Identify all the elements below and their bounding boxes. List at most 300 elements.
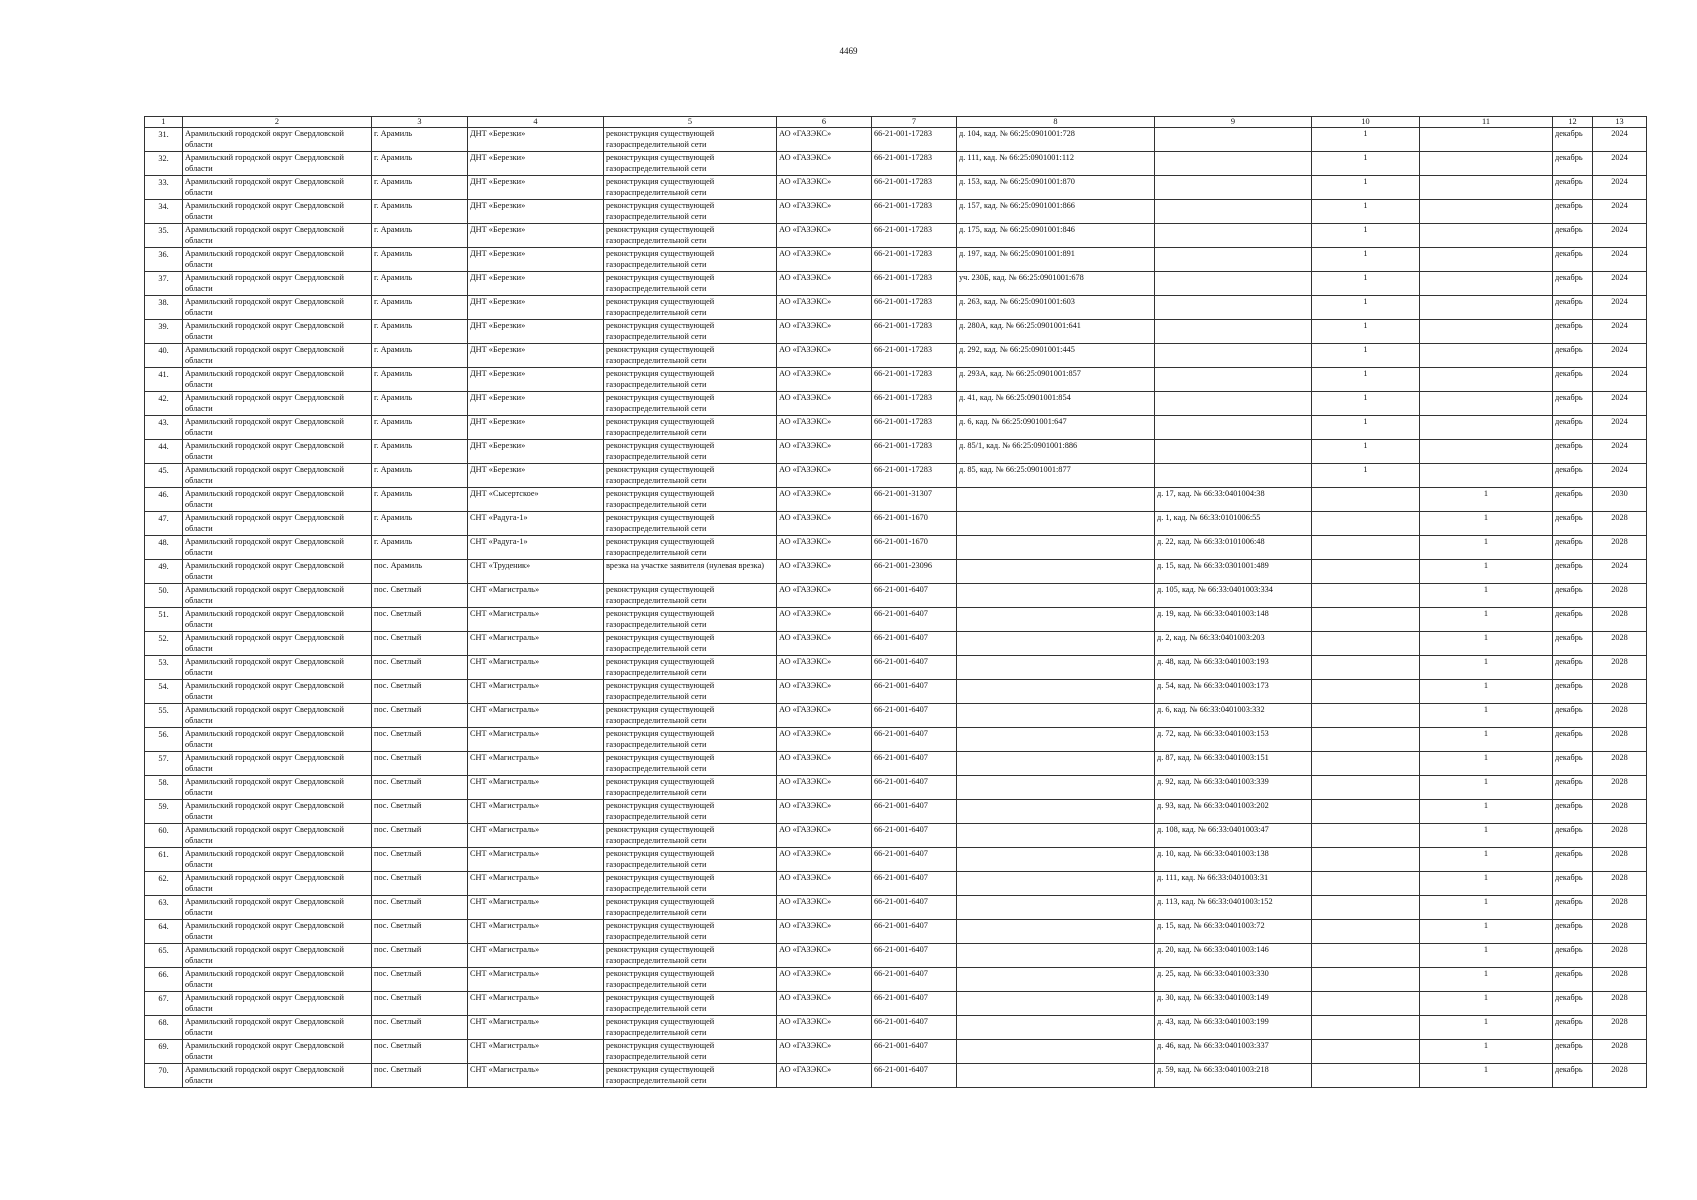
table-cell: 2024 bbox=[1593, 392, 1647, 416]
table-cell: 2024 bbox=[1593, 440, 1647, 464]
table-cell: реконструкция существующей газораспределительной сети bbox=[604, 656, 777, 680]
table-cell: Арамильский городской округ Свердловской области bbox=[183, 320, 372, 344]
table-cell: СНТ «Магистраль» bbox=[468, 584, 604, 608]
table-cell: реконструкция существующей газораспределительной сети bbox=[604, 1064, 777, 1088]
table-cell: 2028 bbox=[1593, 512, 1647, 536]
table-cell: Арамильский городской округ Свердловской области bbox=[183, 920, 372, 944]
table-cell: пос. Светлый bbox=[372, 872, 468, 896]
table-cell: 66-21-001-17283 bbox=[872, 200, 957, 224]
table-cell: 1 bbox=[1420, 800, 1553, 824]
table-row bbox=[145, 920, 1647, 944]
column-header: 5 bbox=[604, 117, 777, 128]
table-cell: Арамильский городской округ Свердловской области bbox=[183, 560, 372, 584]
table-cell bbox=[1420, 248, 1553, 272]
table-cell: декабрь bbox=[1553, 1064, 1593, 1088]
table-cell: 1 bbox=[1420, 968, 1553, 992]
table-cell: пос. Светлый bbox=[372, 1040, 468, 1064]
table-cell bbox=[1155, 128, 1312, 152]
table-cell: 1 bbox=[1420, 608, 1553, 632]
table-cell: Арамильский городской округ Свердловской области bbox=[183, 368, 372, 392]
table-cell: 46. bbox=[145, 488, 183, 512]
table-cell: 2028 bbox=[1593, 584, 1647, 608]
table-cell: д. 41, кад. № 66:25:0901001:854 bbox=[957, 392, 1155, 416]
table-cell: АО «ГАЗЭКС» bbox=[777, 752, 872, 776]
table-cell: 2024 bbox=[1593, 152, 1647, 176]
table-cell: АО «ГАЗЭКС» bbox=[777, 968, 872, 992]
table-row bbox=[145, 872, 1647, 896]
table-cell: д. 280А, кад. № 66:25:0901001:641 bbox=[957, 320, 1155, 344]
table-cell: АО «ГАЗЭКС» bbox=[777, 248, 872, 272]
table-cell bbox=[1155, 344, 1312, 368]
table-cell: пос. Светлый bbox=[372, 1016, 468, 1040]
table-row bbox=[145, 584, 1647, 608]
table-cell: 2028 bbox=[1593, 728, 1647, 752]
table-cell: реконструкция существующей газораспределительной сети bbox=[604, 752, 777, 776]
table-cell: 1 bbox=[1420, 512, 1553, 536]
table-cell: 2028 bbox=[1593, 752, 1647, 776]
table-cell: реконструкция существующей газораспределительной сети bbox=[604, 944, 777, 968]
table-row bbox=[145, 944, 1647, 968]
table-cell: д. 17, кад. № 66:33:0401004:38 bbox=[1155, 488, 1312, 512]
table-cell: пос. Светлый bbox=[372, 680, 468, 704]
table-cell: 1 bbox=[1312, 320, 1420, 344]
table-cell: реконструкция существующей газораспределительной сети bbox=[604, 584, 777, 608]
table-row bbox=[145, 464, 1647, 488]
table-row bbox=[145, 416, 1647, 440]
table-cell bbox=[957, 776, 1155, 800]
table-cell: Арамильский городской округ Свердловской области bbox=[183, 128, 372, 152]
table-cell: СНТ «Магистраль» bbox=[468, 920, 604, 944]
table-cell: 1 bbox=[1312, 152, 1420, 176]
table-cell: д. 54, кад. № 66:33:0401003:173 bbox=[1155, 680, 1312, 704]
table-cell bbox=[1155, 296, 1312, 320]
table-cell: 2024 bbox=[1593, 416, 1647, 440]
table-row bbox=[145, 560, 1647, 584]
table-cell: реконструкция существующей газораспределительной сети bbox=[604, 464, 777, 488]
table-cell bbox=[1155, 416, 1312, 440]
table-cell: 38. bbox=[145, 296, 183, 320]
table-row bbox=[145, 824, 1647, 848]
table-cell: АО «ГАЗЭКС» bbox=[777, 848, 872, 872]
table-cell: декабрь bbox=[1553, 488, 1593, 512]
table-cell bbox=[957, 560, 1155, 584]
table-cell bbox=[957, 704, 1155, 728]
table-cell: пос. Светлый bbox=[372, 824, 468, 848]
table-cell: 2028 bbox=[1593, 1040, 1647, 1064]
table-cell: ДНТ «Березки» bbox=[468, 128, 604, 152]
table-cell bbox=[1155, 440, 1312, 464]
column-header: 1 bbox=[145, 117, 183, 128]
table-cell: г. Арамиль bbox=[372, 512, 468, 536]
table-cell: реконструкция существующей газораспределительной сети bbox=[604, 872, 777, 896]
table-cell: 65. bbox=[145, 944, 183, 968]
table-cell: 66-21-001-17283 bbox=[872, 272, 957, 296]
table-cell bbox=[1420, 176, 1553, 200]
page-number: 4469 bbox=[839, 46, 858, 56]
table-row bbox=[145, 368, 1647, 392]
column-header: 13 bbox=[1593, 117, 1647, 128]
table-cell bbox=[1155, 200, 1312, 224]
table-cell bbox=[1155, 248, 1312, 272]
table-cell: 41. bbox=[145, 368, 183, 392]
table-cell: АО «ГАЗЭКС» bbox=[777, 1016, 872, 1040]
table-cell: 31. bbox=[145, 128, 183, 152]
table-cell: декабрь bbox=[1553, 200, 1593, 224]
table-cell: реконструкция существующей газораспределительной сети bbox=[604, 776, 777, 800]
table-cell: 66-21-001-6407 bbox=[872, 1016, 957, 1040]
table-row bbox=[145, 608, 1647, 632]
table-cell: Арамильский городской округ Свердловской области bbox=[183, 248, 372, 272]
table-cell: декабрь bbox=[1553, 584, 1593, 608]
table-cell: АО «ГАЗЭКС» bbox=[777, 872, 872, 896]
column-header: 9 bbox=[1155, 117, 1312, 128]
table-cell: СНТ «Магистраль» bbox=[468, 824, 604, 848]
table-cell: д. 59, кад. № 66:33:0401003:218 bbox=[1155, 1064, 1312, 1088]
table-cell: 67. bbox=[145, 992, 183, 1016]
table-cell: д. 15, кад. № 66:33:0401003:72 bbox=[1155, 920, 1312, 944]
table-row bbox=[145, 176, 1647, 200]
table-cell: декабрь bbox=[1553, 344, 1593, 368]
table-row bbox=[145, 224, 1647, 248]
table-cell: АО «ГАЗЭКС» bbox=[777, 608, 872, 632]
table-cell: 2028 bbox=[1593, 944, 1647, 968]
table-cell bbox=[1420, 272, 1553, 296]
table-cell: 66-21-001-17283 bbox=[872, 392, 957, 416]
table-cell: 61. bbox=[145, 848, 183, 872]
table-cell: г. Арамиль bbox=[372, 152, 468, 176]
table-cell: г. Арамиль bbox=[372, 320, 468, 344]
table-cell: 1 bbox=[1312, 464, 1420, 488]
column-header: 8 bbox=[957, 117, 1155, 128]
table-cell: пос. Светлый bbox=[372, 992, 468, 1016]
table-cell: АО «ГАЗЭКС» bbox=[777, 128, 872, 152]
table-cell: 66-21-001-17283 bbox=[872, 296, 957, 320]
table-cell bbox=[1420, 440, 1553, 464]
table-cell: Арамильский городской округ Свердловской области bbox=[183, 1016, 372, 1040]
table-row bbox=[145, 200, 1647, 224]
table-cell: 1 bbox=[1420, 752, 1553, 776]
table-cell: декабрь bbox=[1553, 368, 1593, 392]
table-cell bbox=[1420, 416, 1553, 440]
table-cell: декабрь bbox=[1553, 944, 1593, 968]
table-cell: реконструкция существующей газораспределительной сети bbox=[604, 440, 777, 464]
column-header: 7 bbox=[872, 117, 957, 128]
table-cell: ДНТ «Березки» bbox=[468, 440, 604, 464]
table-cell bbox=[957, 1016, 1155, 1040]
table-cell: 66-21-001-17283 bbox=[872, 368, 957, 392]
table-cell: декабрь bbox=[1553, 512, 1593, 536]
table-cell: 2024 bbox=[1593, 128, 1647, 152]
table-cell: 2028 bbox=[1593, 800, 1647, 824]
table-cell: АО «ГАЗЭКС» bbox=[777, 656, 872, 680]
table-cell bbox=[1312, 632, 1420, 656]
table-cell: 2028 bbox=[1593, 608, 1647, 632]
table-cell: АО «ГАЗЭКС» bbox=[777, 560, 872, 584]
table-cell: 66-21-001-6407 bbox=[872, 1064, 957, 1088]
table-cell: д. 22, кад. № 66:33:0101006:48 bbox=[1155, 536, 1312, 560]
table-cell bbox=[1312, 728, 1420, 752]
table-cell: д. 111, кад. № 66:25:0901001:112 bbox=[957, 152, 1155, 176]
table-cell: реконструкция существующей газораспределительной сети bbox=[604, 848, 777, 872]
table-cell: пос. Светлый bbox=[372, 848, 468, 872]
table-cell: 2024 bbox=[1593, 464, 1647, 488]
table-cell: реконструкция существующей газораспределительной сети bbox=[604, 680, 777, 704]
table-cell: 1 bbox=[1312, 392, 1420, 416]
table-row bbox=[145, 896, 1647, 920]
table-row bbox=[145, 272, 1647, 296]
table-row bbox=[145, 1040, 1647, 1064]
table-cell: 1 bbox=[1420, 728, 1553, 752]
table-cell: АО «ГАЗЭКС» bbox=[777, 1040, 872, 1064]
table-cell bbox=[957, 752, 1155, 776]
table-cell: 2028 bbox=[1593, 656, 1647, 680]
table-cell: пос. Светлый bbox=[372, 728, 468, 752]
table-cell: Арамильский городской округ Свердловской области bbox=[183, 344, 372, 368]
table-cell: АО «ГАЗЭКС» bbox=[777, 368, 872, 392]
table-cell: АО «ГАЗЭКС» bbox=[777, 200, 872, 224]
table-cell: реконструкция существующей газораспределительной сети bbox=[604, 992, 777, 1016]
table-cell: реконструкция существующей газораспределительной сети bbox=[604, 416, 777, 440]
table-cell: АО «ГАЗЭКС» bbox=[777, 392, 872, 416]
table-cell: СНТ «Магистраль» bbox=[468, 872, 604, 896]
table-cell: 66-21-001-17283 bbox=[872, 440, 957, 464]
table-cell: д. 263, кад. № 66:25:0901001:603 bbox=[957, 296, 1155, 320]
table-cell: 32. bbox=[145, 152, 183, 176]
table-cell: д. 157, кад. № 66:25:0901001:866 bbox=[957, 200, 1155, 224]
table-cell: 1 bbox=[1420, 632, 1553, 656]
table-cell bbox=[1312, 992, 1420, 1016]
table-cell: 33. bbox=[145, 176, 183, 200]
table-cell: пос. Светлый bbox=[372, 704, 468, 728]
table-cell: декабрь bbox=[1553, 800, 1593, 824]
table-cell: Арамильский городской округ Свердловской области bbox=[183, 656, 372, 680]
table-cell: реконструкция существующей газораспределительной сети bbox=[604, 320, 777, 344]
table-cell: СНТ «Магистраль» bbox=[468, 728, 604, 752]
table-cell: СНТ «Магистраль» bbox=[468, 752, 604, 776]
table-cell bbox=[1155, 320, 1312, 344]
table-cell: реконструкция существующей газораспределительной сети bbox=[604, 128, 777, 152]
table-cell: ДНТ «Березки» bbox=[468, 368, 604, 392]
table-cell: д. 197, кад. № 66:25:0901001:891 bbox=[957, 248, 1155, 272]
table-cell: 70. bbox=[145, 1064, 183, 1088]
table-cell: Арамильский городской округ Свердловской области bbox=[183, 800, 372, 824]
table-cell bbox=[1420, 128, 1553, 152]
table-cell bbox=[957, 1064, 1155, 1088]
table-cell: 1 bbox=[1312, 368, 1420, 392]
table-row bbox=[145, 992, 1647, 1016]
table-cell: 1 bbox=[1420, 896, 1553, 920]
table-cell: пос. Светлый bbox=[372, 776, 468, 800]
table-row bbox=[145, 344, 1647, 368]
table-cell: реконструкция существующей газораспределительной сети bbox=[604, 920, 777, 944]
table-cell bbox=[957, 632, 1155, 656]
table-cell: 62. bbox=[145, 872, 183, 896]
table-cell: СНТ «Магистраль» bbox=[468, 776, 604, 800]
table-cell: 2028 bbox=[1593, 536, 1647, 560]
table-cell: декабрь bbox=[1553, 704, 1593, 728]
table-cell: АО «ГАЗЭКС» bbox=[777, 824, 872, 848]
table-cell: д. 72, кад. № 66:33:0401003:153 bbox=[1155, 728, 1312, 752]
table-cell: декабрь bbox=[1553, 680, 1593, 704]
table-cell: Арамильский городской округ Свердловской области bbox=[183, 1064, 372, 1088]
table-cell bbox=[1312, 920, 1420, 944]
table-cell: пос. Светлый bbox=[372, 920, 468, 944]
table-cell: 57. bbox=[145, 752, 183, 776]
table-cell: 1 bbox=[1420, 824, 1553, 848]
table-cell: декабрь bbox=[1553, 968, 1593, 992]
table-cell: СНТ «Магистраль» bbox=[468, 608, 604, 632]
table-cell bbox=[1420, 320, 1553, 344]
table-cell: декабрь bbox=[1553, 248, 1593, 272]
table-cell bbox=[1312, 776, 1420, 800]
table-cell: декабрь bbox=[1553, 536, 1593, 560]
table-cell: СНТ «Магистраль» bbox=[468, 800, 604, 824]
table-cell: 39. bbox=[145, 320, 183, 344]
table-cell: 1 bbox=[1420, 656, 1553, 680]
table-cell bbox=[1312, 512, 1420, 536]
table-cell: реконструкция существующей газораспределительной сети bbox=[604, 704, 777, 728]
table-cell bbox=[957, 896, 1155, 920]
table-cell: 66-21-001-1670 bbox=[872, 536, 957, 560]
table-cell: д. 105, кад. № 66:33:0401003:334 bbox=[1155, 584, 1312, 608]
table-cell: 47. bbox=[145, 512, 183, 536]
table-cell: 1 bbox=[1420, 848, 1553, 872]
table-cell: декабрь bbox=[1553, 392, 1593, 416]
table-cell: декабрь bbox=[1553, 296, 1593, 320]
table-cell bbox=[957, 824, 1155, 848]
table-cell: ДНТ «Березки» bbox=[468, 200, 604, 224]
table-cell: пос. Светлый bbox=[372, 656, 468, 680]
table-cell: 66-21-001-6407 bbox=[872, 848, 957, 872]
table-cell: Арамильский городской округ Свердловской области bbox=[183, 584, 372, 608]
table-row bbox=[145, 776, 1647, 800]
table-cell: 1 bbox=[1312, 200, 1420, 224]
table-cell: 66-21-001-6407 bbox=[872, 944, 957, 968]
table-cell bbox=[1155, 368, 1312, 392]
table-cell bbox=[957, 488, 1155, 512]
table-cell: реконструкция существующей газораспределительной сети bbox=[604, 608, 777, 632]
table-cell: д. 111, кад. № 66:33:0401003:31 bbox=[1155, 872, 1312, 896]
table-cell: АО «ГАЗЭКС» bbox=[777, 464, 872, 488]
table-cell: г. Арамиль bbox=[372, 488, 468, 512]
table-cell: 66-21-001-6407 bbox=[872, 680, 957, 704]
table-cell: Арамильский городской округ Свердловской области bbox=[183, 632, 372, 656]
table-cell: Арамильский городской округ Свердловской области bbox=[183, 968, 372, 992]
table-cell: д. 175, кад. № 66:25:0901001:846 bbox=[957, 224, 1155, 248]
table-cell: 54. bbox=[145, 680, 183, 704]
table-row bbox=[145, 128, 1647, 152]
table-cell: 1 bbox=[1420, 920, 1553, 944]
table-cell: декабрь bbox=[1553, 464, 1593, 488]
table-cell: 66-21-001-6407 bbox=[872, 992, 957, 1016]
table-cell: Арамильский городской округ Свердловской области bbox=[183, 512, 372, 536]
table-cell: 66-21-001-6407 bbox=[872, 968, 957, 992]
table-row bbox=[145, 1064, 1647, 1088]
table-cell bbox=[957, 608, 1155, 632]
table-cell: 2024 bbox=[1593, 560, 1647, 584]
table-cell bbox=[957, 872, 1155, 896]
table-cell: 2028 bbox=[1593, 920, 1647, 944]
table-cell: г. Арамиль bbox=[372, 128, 468, 152]
column-header: 10 bbox=[1312, 117, 1420, 128]
table-cell: д. 2, кад. № 66:33:0401003:203 bbox=[1155, 632, 1312, 656]
table-cell: 43. bbox=[145, 416, 183, 440]
table-cell: д. 19, кад. № 66:33:0401003:148 bbox=[1155, 608, 1312, 632]
table-cell: декабрь bbox=[1553, 272, 1593, 296]
table-cell: АО «ГАЗЭКС» bbox=[777, 512, 872, 536]
column-header: 11 bbox=[1420, 117, 1553, 128]
table-cell: реконструкция существующей газораспределительной сети bbox=[604, 368, 777, 392]
table-row bbox=[145, 320, 1647, 344]
table-cell: реконструкция существующей газораспределительной сети bbox=[604, 968, 777, 992]
table-cell: 1 bbox=[1420, 992, 1553, 1016]
table-cell: декабрь bbox=[1553, 1040, 1593, 1064]
table-cell: 66-21-001-6407 bbox=[872, 656, 957, 680]
table-cell: 53. bbox=[145, 656, 183, 680]
table-cell: СНТ «Магистраль» bbox=[468, 992, 604, 1016]
table-cell bbox=[1155, 176, 1312, 200]
table-cell bbox=[957, 512, 1155, 536]
table-cell: СНТ «Труденик» bbox=[468, 560, 604, 584]
table-cell: АО «ГАЗЭКС» bbox=[777, 680, 872, 704]
table-cell: д. 93, кад. № 66:33:0401003:202 bbox=[1155, 800, 1312, 824]
table-cell: ДНТ «Березки» bbox=[468, 272, 604, 296]
table-cell: Арамильский городской округ Свердловской области bbox=[183, 608, 372, 632]
table-cell: пос. Светлый bbox=[372, 752, 468, 776]
table-cell: 66-21-001-6407 bbox=[872, 728, 957, 752]
table-cell bbox=[1420, 368, 1553, 392]
table-cell: 49. bbox=[145, 560, 183, 584]
table-cell: 2030 bbox=[1593, 488, 1647, 512]
table-cell: реконструкция существующей газораспределительной сети bbox=[604, 224, 777, 248]
table-cell: СНТ «Магистраль» bbox=[468, 1016, 604, 1040]
table-cell: ДНТ «Березки» bbox=[468, 416, 604, 440]
table-cell: Арамильский городской округ Свердловской области bbox=[183, 1040, 372, 1064]
table-cell: АО «ГАЗЭКС» bbox=[777, 992, 872, 1016]
table-cell: 1 bbox=[1312, 224, 1420, 248]
table-cell: декабрь bbox=[1553, 224, 1593, 248]
table-cell bbox=[1312, 848, 1420, 872]
table-cell: СНТ «Магистраль» bbox=[468, 968, 604, 992]
table-cell: д. 25, кад. № 66:33:0401003:330 bbox=[1155, 968, 1312, 992]
table-cell: АО «ГАЗЭКС» bbox=[777, 632, 872, 656]
table-cell: ДНТ «Березки» bbox=[468, 344, 604, 368]
table-cell: г. Арамиль bbox=[372, 344, 468, 368]
table-cell bbox=[957, 848, 1155, 872]
table-cell: реконструкция существующей газораспределительной сети bbox=[604, 800, 777, 824]
table-cell: Арамильский городской округ Свердловской области bbox=[183, 824, 372, 848]
table-cell: 69. bbox=[145, 1040, 183, 1064]
table-cell: Арамильский городской округ Свердловской области bbox=[183, 680, 372, 704]
table-cell: 2024 bbox=[1593, 368, 1647, 392]
table-cell bbox=[1312, 824, 1420, 848]
document-table bbox=[144, 116, 1647, 1088]
table-cell: декабрь bbox=[1553, 320, 1593, 344]
table-cell: АО «ГАЗЭКС» bbox=[777, 584, 872, 608]
table-cell: 66-21-001-17283 bbox=[872, 128, 957, 152]
table-cell: г. Арамиль bbox=[372, 200, 468, 224]
table-cell: реконструкция существующей газораспределительной сети bbox=[604, 248, 777, 272]
table-row bbox=[145, 800, 1647, 824]
table-cell: 66-21-001-31307 bbox=[872, 488, 957, 512]
table-cell: ДНТ «Березки» bbox=[468, 176, 604, 200]
table-cell: 2028 bbox=[1593, 632, 1647, 656]
table-cell: 1 bbox=[1420, 584, 1553, 608]
table-cell bbox=[1312, 704, 1420, 728]
column-header: 12 bbox=[1553, 117, 1593, 128]
table-cell: д. 46, кад. № 66:33:0401003:337 bbox=[1155, 1040, 1312, 1064]
table-cell: д. 104, кад. № 66:25:0901001:728 bbox=[957, 128, 1155, 152]
